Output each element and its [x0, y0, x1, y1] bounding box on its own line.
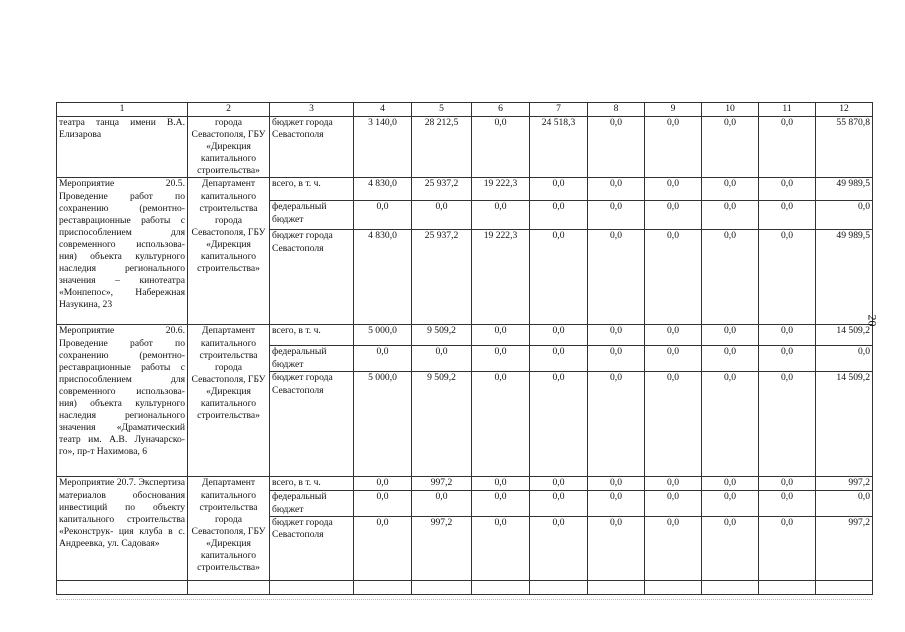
value-cell: 4 830,0 — [354, 178, 412, 201]
header-cell: 11 — [759, 103, 816, 117]
empty-cell — [354, 580, 412, 594]
value-cell: 0,0 — [472, 325, 530, 346]
text-line: сохранению (ремонтно- — [59, 349, 185, 361]
empty-cell — [188, 580, 270, 594]
empty-row — [57, 580, 873, 594]
value-cell: 19 222,3 — [472, 230, 530, 325]
page-number: 20 — [865, 314, 880, 327]
text-line: обоснования инвестиций по — [59, 489, 185, 513]
funding-source-cell — [270, 516, 354, 580]
value-cell: 0,0 — [702, 346, 759, 372]
value-cell: 0,0 — [645, 117, 702, 178]
text-line: капитального — [200, 398, 257, 410]
value-cell: 0,0 — [645, 491, 702, 516]
value-cell: 0,0 — [588, 325, 645, 346]
text-line: федеральный — [272, 201, 327, 213]
funding-source-cell — [270, 491, 354, 516]
text-line: города — [215, 214, 242, 226]
value-cell: 0,0 — [702, 230, 759, 325]
text-line: ния) объекта культурного — [59, 251, 185, 263]
value-cell: 25 937,2 — [412, 230, 472, 325]
header-cell: 4 — [354, 103, 412, 117]
empty-cell — [702, 580, 759, 594]
value-cell: 0,0 — [645, 477, 702, 491]
value-cell: 5 000,0 — [354, 372, 412, 477]
header-cell: 12 — [816, 103, 873, 117]
text-line: федеральный — [272, 491, 327, 503]
value-cell: 0,0 — [702, 201, 759, 230]
empty-cell — [530, 580, 588, 594]
value-cell: 0,0 — [530, 230, 588, 325]
value-cell: 0,0 — [472, 477, 530, 491]
text-line: Департамент — [201, 325, 256, 337]
total-value-cell: 14 509,2 — [816, 325, 873, 346]
value-cell: 0,0 — [588, 491, 645, 516]
text-line: ция клуба в с. Андреевка, — [59, 525, 185, 549]
total-value-cell: 0,0 — [816, 346, 873, 372]
text-line: Севастополя — [272, 384, 324, 396]
value-cell: 0,0 — [354, 201, 412, 230]
value-cell: 0,0 — [588, 372, 645, 477]
value-cell: 0,0 — [759, 346, 816, 372]
text-line: города — [215, 513, 242, 525]
empty-cell — [759, 580, 816, 594]
text-line: бюджет — [272, 213, 304, 225]
text-line: ГБУ «Дирекция — [206, 226, 266, 250]
value-cell: 0,0 — [472, 117, 530, 178]
bottom-rule — [56, 599, 872, 600]
value-cell: 0,0 — [759, 178, 816, 201]
text-line: федеральный — [272, 346, 327, 358]
header-cell: 2 — [188, 103, 270, 117]
text-line: Экспертиза материалов — [59, 477, 185, 501]
text-line: города — [215, 117, 242, 128]
header-cell: 3 — [270, 103, 354, 117]
text-line: всего, в т. ч. — [272, 477, 321, 489]
text-line: реставрационные работы с — [59, 361, 185, 373]
value-cell: 28 212,5 — [412, 117, 472, 178]
value-cell: 0,0 — [588, 201, 645, 230]
text-line: строительства» — [197, 410, 260, 422]
value-cell: 0,0 — [702, 491, 759, 516]
total-value-cell: 49 989,5 — [816, 230, 873, 325]
text-line: современного использова- — [59, 385, 185, 397]
text-line: Департамент — [201, 477, 256, 489]
funding-source-cell — [270, 325, 354, 346]
text-line: театр им. А.В. Луначарско- — [59, 434, 185, 446]
text-line: капитального — [200, 489, 257, 501]
value-cell: 0,0 — [530, 201, 588, 230]
text-line: ГБУ «Дирекция — [206, 373, 266, 397]
text-line: строительства — [199, 202, 258, 214]
measure-name-cell — [57, 117, 188, 178]
empty-cell — [472, 580, 530, 594]
value-cell: 3 140,0 — [354, 117, 412, 178]
text-line: театра танца имени — [59, 117, 156, 128]
value-cell: 0,0 — [354, 516, 412, 580]
total-value-cell: 14 509,2 — [816, 372, 873, 477]
header-cell: 9 — [645, 103, 702, 117]
funding-source-cell — [270, 178, 354, 201]
text-line: наследия регионального — [59, 263, 185, 275]
empty-cell — [412, 580, 472, 594]
value-cell: 24 518,3 — [530, 117, 588, 178]
header-row — [57, 103, 873, 117]
value-cell: 0,0 — [588, 230, 645, 325]
text-line: бюджет города — [272, 117, 333, 128]
value-cell: 0,0 — [702, 477, 759, 491]
value-cell: 0,0 — [472, 516, 530, 580]
text-line: всего, в т. ч. — [272, 325, 321, 337]
value-cell: 0,0 — [759, 491, 816, 516]
value-cell: 0,0 — [702, 178, 759, 201]
empty-cell — [270, 580, 354, 594]
text-line: города — [215, 361, 242, 373]
text-line: Департамент — [201, 178, 256, 190]
empty-cell — [588, 580, 645, 594]
text-line: строительства — [199, 501, 258, 513]
value-cell: 0,0 — [645, 516, 702, 580]
value-cell: 0,0 — [759, 325, 816, 346]
value-cell: 0,0 — [530, 516, 588, 580]
text-line: сохранению (ремонтно- — [59, 202, 185, 214]
value-cell: 0,0 — [354, 477, 412, 491]
text-line: Мероприятие 20.5. — [59, 178, 185, 190]
value-cell: 9 509,2 — [412, 372, 472, 477]
text-line: приспособлением для — [59, 373, 185, 385]
header-cell: 1 — [57, 103, 188, 117]
table-row — [57, 477, 873, 491]
total-value-cell: 997,2 — [816, 516, 873, 580]
total-value-cell: 49 989,5 — [816, 178, 873, 201]
text-line: бюджет города — [272, 230, 333, 242]
value-cell: 19 222,3 — [472, 178, 530, 201]
text-line: Севастополя, — [191, 525, 246, 537]
value-cell: 0,0 — [759, 516, 816, 580]
header-cell: 8 — [588, 103, 645, 117]
value-cell: 0,0 — [588, 178, 645, 201]
text-line: капитального — [200, 190, 257, 202]
value-cell: 0,0 — [702, 372, 759, 477]
value-cell: 0,0 — [530, 178, 588, 201]
total-value-cell: 997,2 — [816, 477, 873, 491]
funding-source-cell — [270, 201, 354, 230]
value-cell: 997,2 — [412, 516, 472, 580]
text-line: Проведение работ по — [59, 337, 185, 349]
value-cell: 0,0 — [530, 325, 588, 346]
executor-cell — [188, 178, 270, 325]
text-line: го», пр-т Нахимова, 6 — [59, 446, 148, 458]
text-line: Севастополя — [272, 129, 324, 141]
text-line: реставрационные работы с — [59, 214, 185, 226]
text-line: Севастополя — [272, 242, 324, 254]
measure-name-cell — [57, 325, 188, 477]
measure-name-cell — [57, 477, 188, 580]
text-line: объекту капитального — [59, 501, 185, 525]
value-cell: 0,0 — [588, 346, 645, 372]
value-cell: 0,0 — [702, 516, 759, 580]
text-line: приспособлением для — [59, 226, 185, 238]
text-line: Севастополя, — [191, 129, 246, 141]
funding-source-cell — [270, 477, 354, 491]
value-cell: 0,0 — [354, 491, 412, 516]
total-value-cell: 0,0 — [816, 201, 873, 230]
executor-cell — [188, 325, 270, 477]
value-cell: 0,0 — [645, 178, 702, 201]
executor-cell — [188, 117, 270, 178]
value-cell: 0,0 — [472, 346, 530, 372]
text-line: В.А. Елизарова — [59, 117, 185, 141]
value-cell: 0,0 — [588, 516, 645, 580]
text-line: Севастополя, — [191, 373, 246, 385]
value-cell: 0,0 — [588, 477, 645, 491]
text-line: бюджет города — [272, 372, 333, 384]
header-cell: 7 — [530, 103, 588, 117]
text-line: капитального — [200, 251, 257, 263]
text-line: ГБУ «Дирекция — [206, 129, 266, 153]
value-cell: 0,0 — [354, 346, 412, 372]
value-cell: 0,0 — [759, 117, 816, 178]
text-line: строительства» — [197, 165, 260, 177]
text-line: бюджет — [272, 503, 304, 515]
empty-cell — [645, 580, 702, 594]
funding-source-cell — [270, 230, 354, 325]
table-row — [57, 325, 873, 346]
text-line: капитального — [200, 550, 257, 562]
empty-cell — [816, 580, 873, 594]
value-cell: 0,0 — [759, 230, 816, 325]
measure-name-cell — [57, 178, 188, 325]
value-cell: 0,0 — [645, 372, 702, 477]
value-cell: 0,0 — [412, 346, 472, 372]
table-row — [57, 117, 873, 178]
value-cell: 0,0 — [759, 201, 816, 230]
text-line: Севастополя, — [191, 226, 246, 238]
text-line: наследия регионального — [59, 410, 185, 422]
value-cell: 997,2 — [412, 477, 472, 491]
header-cell: 5 — [412, 103, 472, 117]
text-line: строительства» — [197, 562, 260, 574]
value-cell: 0,0 — [472, 491, 530, 516]
value-cell: 0,0 — [645, 230, 702, 325]
value-cell: 0,0 — [412, 491, 472, 516]
text-line: Проведение работ по — [59, 190, 185, 202]
header-cell: 6 — [472, 103, 530, 117]
text-line: значения – кинотеатра — [59, 275, 185, 287]
table-body — [57, 103, 873, 595]
text-line: «Монпепос», Набережная — [59, 287, 185, 299]
value-cell: 0,0 — [472, 372, 530, 477]
funding-source-cell — [270, 117, 354, 178]
text-line: значения «Драматический — [59, 422, 185, 434]
text-line: строительства» — [197, 263, 260, 275]
value-cell: 0,0 — [530, 477, 588, 491]
text-line: Севастополя — [272, 528, 324, 540]
funding-source-cell — [270, 346, 354, 372]
header-cell: 10 — [702, 103, 759, 117]
value-cell: 0,0 — [530, 372, 588, 477]
total-value-cell: 55 870,8 — [816, 117, 873, 178]
text-line: всего, в т. ч. — [272, 178, 321, 190]
text-line: строительства — [199, 349, 258, 361]
value-cell: 5 000,0 — [354, 325, 412, 346]
value-cell: 0,0 — [645, 325, 702, 346]
text-line: Назукина, 23 — [59, 299, 113, 311]
executor-cell — [188, 477, 270, 580]
budget-table — [56, 102, 873, 595]
text-line: Мероприятие 20.6. — [59, 325, 185, 337]
empty-cell — [57, 580, 188, 594]
value-cell: 0,0 — [702, 325, 759, 346]
text-line: бюджет города — [272, 516, 333, 528]
value-cell: 25 937,2 — [412, 178, 472, 201]
value-cell: 0,0 — [645, 346, 702, 372]
text-line: капитального — [200, 337, 257, 349]
value-cell: 0,0 — [645, 201, 702, 230]
value-cell: 0,0 — [530, 346, 588, 372]
text-line: Мероприятие 20.7. — [59, 477, 137, 489]
text-line: ул. Садовая» — [107, 537, 160, 549]
text-line: ГБУ «Дирекция — [206, 525, 266, 549]
text-line: бюджет — [272, 358, 304, 370]
value-cell: 9 509,2 — [412, 325, 472, 346]
value-cell: 0,0 — [759, 372, 816, 477]
value-cell: 4 830,0 — [354, 230, 412, 325]
value-cell: 0,0 — [702, 117, 759, 178]
value-cell: 0,0 — [530, 491, 588, 516]
value-cell: 0,0 — [412, 201, 472, 230]
total-value-cell: 0,0 — [816, 491, 873, 516]
table-row — [57, 178, 873, 201]
value-cell: 0,0 — [472, 201, 530, 230]
value-cell: 0,0 — [759, 477, 816, 491]
text-line: современного использова- — [59, 238, 185, 250]
text-line: капитального — [200, 153, 257, 165]
text-line: строительства «Реконструк- — [59, 513, 185, 537]
text-line: ния) объекта культурного — [59, 398, 185, 410]
funding-source-cell — [270, 372, 354, 477]
value-cell: 0,0 — [588, 117, 645, 178]
